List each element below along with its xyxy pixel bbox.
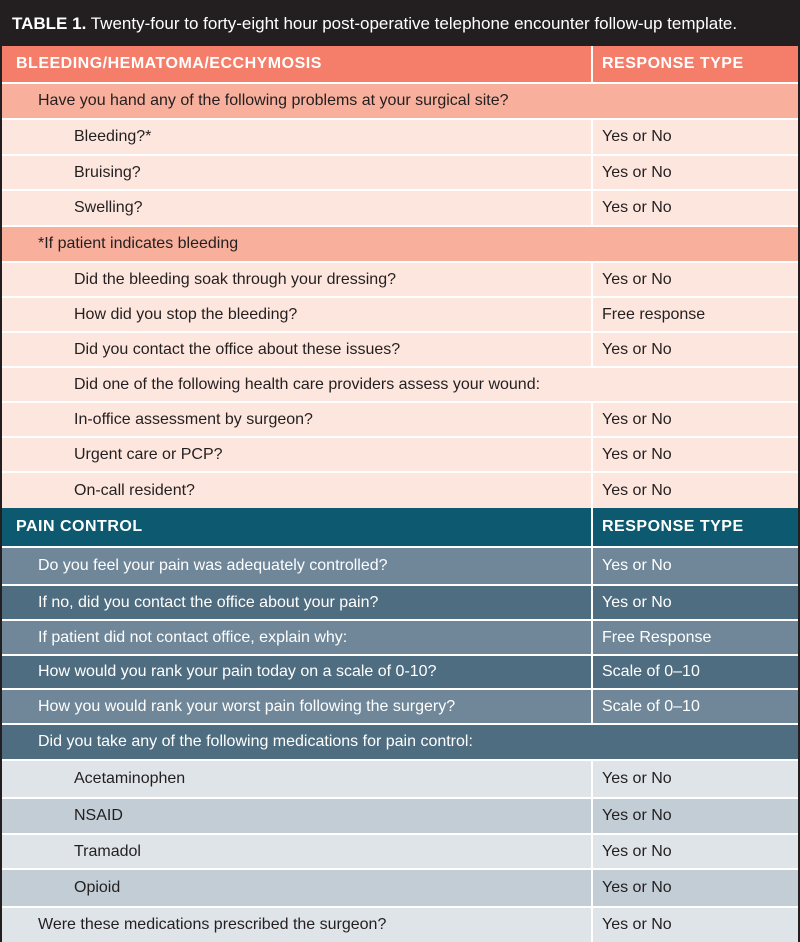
table-row (2, 656, 798, 690)
response-cell: Scale of 0–10 (591, 656, 798, 688)
question-cell: How you would rank your worst pain following the surgery? (38, 697, 456, 715)
table-row (2, 156, 798, 191)
response-cell: Yes or No (591, 156, 798, 189)
question-cell: Did you contact the office about these issues? (74, 340, 401, 358)
question-cell: Swelling? (74, 199, 143, 216)
medication-cell: Acetaminophen (74, 770, 186, 787)
response-cell: Yes or No (591, 263, 798, 296)
pain-header-label: PAIN CONTROL (16, 518, 143, 535)
bleeding-conditional-text: *If patient indicates bleeding (38, 235, 239, 252)
question-cell: How would you rank your pain today on a scale of 0-10? (38, 663, 437, 680)
response-cell: Scale of 0–10 (591, 690, 798, 723)
table-row (2, 263, 798, 298)
bleeding-intro-text: Have you hand any of the following problems at your surgical site? (38, 92, 509, 109)
response-cell: Free Response (591, 621, 798, 654)
question-cell: If no, did you contact the office about your pain? (38, 593, 379, 611)
response-cell: Yes or No (591, 438, 798, 471)
question-cell: Bleeding?* (74, 128, 152, 145)
question-cell: Were these medications prescribed the surgeon? (38, 916, 387, 933)
medication-cell: NSAID (74, 807, 123, 824)
medication-intro-row (2, 725, 798, 761)
question-cell: How did you stop the bleeding? (74, 305, 298, 323)
assessment-intro-row (2, 368, 798, 403)
response-cell: Yes or No (591, 191, 798, 225)
medication-intro-text: Did you take any of the following medications for pain control: (38, 733, 473, 750)
table-row (2, 473, 798, 508)
assessment-intro-text: Did one of the following health care providers assess your wound: (74, 375, 541, 393)
caption-text: Twenty-four to forty-eight hour post-operative telephone encounter follow-up template. (86, 14, 738, 33)
pain-section-header (2, 508, 798, 548)
caption-label: TABLE 1. (12, 14, 87, 33)
table-row (2, 690, 798, 725)
question-cell: If patient did not contact office, explain why: (38, 628, 348, 646)
response-cell: Yes or No (591, 908, 798, 942)
bleeding-conditional-row (2, 227, 798, 263)
table-row (2, 438, 798, 473)
response-cell: Free response (591, 298, 798, 331)
bleeding-section-header (2, 46, 798, 84)
table-row (2, 191, 798, 227)
response-cell: Yes or No (591, 120, 798, 154)
response-cell: Yes or No (591, 799, 798, 833)
bleeding-header-label: BLEEDING/HEMATOMA/ECCHYMOSIS (16, 55, 322, 72)
table-row (2, 120, 798, 156)
table-row (2, 333, 798, 368)
table-row (2, 586, 798, 621)
question-cell: In-office assessment by surgeon? (74, 410, 313, 428)
pain-response-header: RESPONSE TYPE (591, 508, 798, 546)
response-cell: Yes or No (591, 333, 798, 366)
question-cell: On-call resident? (74, 481, 195, 499)
table-row (2, 403, 798, 438)
question-cell: Do you feel your pain was adequately controlled? (38, 557, 388, 574)
medication-cell: Opioid (74, 879, 121, 896)
question-cell: Urgent care or PCP? (74, 445, 223, 463)
table-caption (2, 2, 798, 46)
table-row (2, 835, 798, 870)
question-cell: Did the bleeding soak through your dressing? (74, 270, 396, 288)
table-row (2, 621, 798, 656)
response-cell: Yes or No (591, 586, 798, 619)
response-cell: Yes or No (591, 835, 798, 868)
medication-cell: Tramadol (74, 842, 141, 860)
table-row (2, 298, 798, 333)
response-cell: Yes or No (591, 761, 798, 797)
bleeding-intro-row (2, 84, 798, 120)
response-cell: Yes or No (591, 473, 798, 508)
bleeding-response-header: RESPONSE TYPE (591, 46, 798, 82)
table-row (2, 870, 798, 908)
table-row (2, 908, 798, 942)
table-row (2, 761, 798, 799)
table-row (2, 548, 798, 586)
response-cell: Yes or No (591, 548, 798, 584)
question-cell: Bruising? (74, 163, 141, 181)
table-row (2, 799, 798, 835)
response-cell: Yes or No (591, 403, 798, 436)
response-cell: Yes or No (591, 870, 798, 906)
